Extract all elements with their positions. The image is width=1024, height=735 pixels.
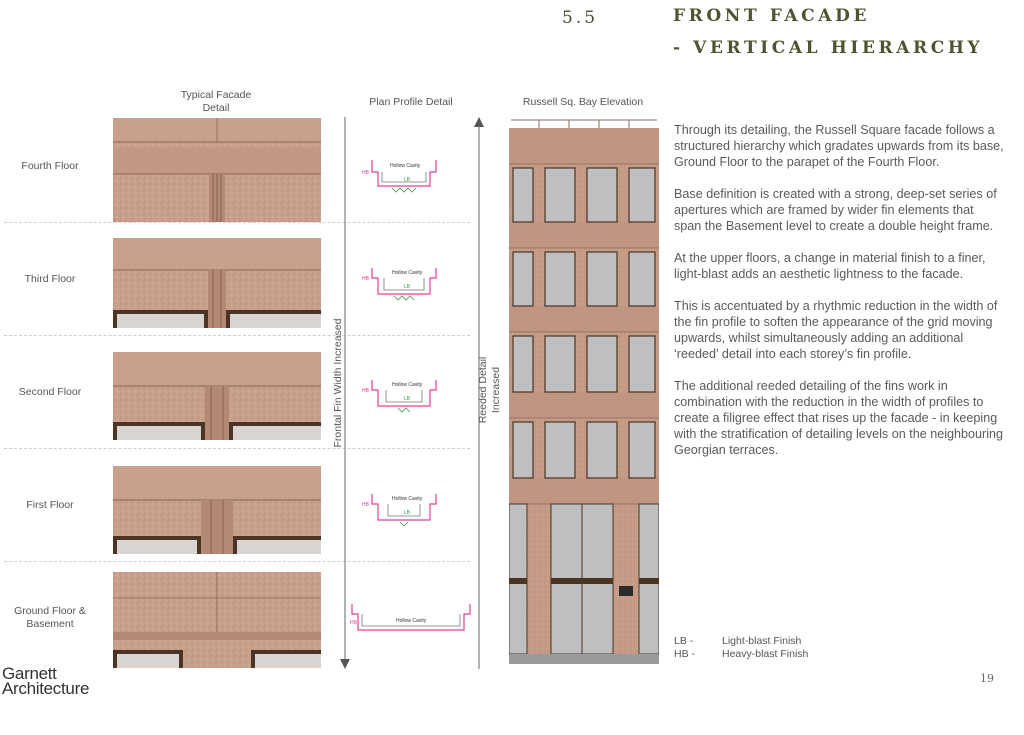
- cavity-label: Hollow Cavity: [390, 163, 421, 169]
- column-header-typical-detail: Typical Facade Detail: [180, 89, 252, 114]
- detail-fourth-floor: [113, 118, 321, 222]
- fin-width-label: Frontal Fin Width Increased: [332, 318, 344, 448]
- cavity-label: Hollow Cavity: [392, 496, 423, 502]
- legend-row-lb: [674, 635, 801, 647]
- paragraph: Base definition is created with a strong, deep-set series of apertures which are framed by wider fin elements that span the Basement level to create a double height frame.: [674, 187, 997, 233]
- cavity-label: Hollow Cavity: [396, 618, 427, 624]
- floor-label-second: Second Floor: [18, 386, 82, 398]
- column-header-plan-profile: Plan Profile Detail: [369, 96, 453, 108]
- hb-label: HB: [362, 502, 369, 508]
- legend-row-hb: [674, 648, 808, 660]
- profile-ground-floor: [348, 600, 474, 640]
- section-number: 5.5: [562, 8, 599, 28]
- cavity-label: Hollow Cavity: [392, 382, 423, 388]
- cavity-label: Hollow Cavity: [392, 270, 423, 276]
- bay-elevation-drawing: [509, 116, 659, 668]
- lb-label: LB: [404, 396, 411, 402]
- hb-label: HB: [362, 276, 369, 282]
- legend-abbr: HB -: [674, 648, 695, 660]
- page-number: 19: [980, 672, 994, 685]
- reeded-detail-label-1: Reeded Detail: [477, 356, 489, 424]
- description-text: [674, 122, 1004, 474]
- hb-label: HB: [362, 388, 369, 394]
- paragraph: The additional reeded detailing of the fins work in combination with the reduction in the width of profiles to create a filigree effect that rises up the facade - in keeping with the stratification of detailing levels on the neighbouring Georgian terraces.: [674, 379, 1004, 457]
- profile-fourth-floor: [360, 150, 456, 200]
- detail-second-floor: [113, 352, 321, 440]
- paragraph: Through its detailing, the Russell Square facade follows a structured hierarchy which gradates upwards from its base, Ground Floor to the parapet of the Fourth Floor.: [674, 123, 1004, 169]
- facade-detail-column: [113, 118, 321, 668]
- profile-third-floor: [360, 260, 456, 310]
- reeded-detail-label-2: Increased: [490, 366, 502, 414]
- lb-label: LB: [404, 284, 411, 290]
- floor-label-ground: Ground Floor & Basement: [14, 605, 86, 630]
- column-header-elevation: Russell Sq. Bay Elevation: [522, 96, 644, 108]
- paragraph: This is accentuated by a rhythmic reduction in the width of the fin profile to soften the appearance of the grid moving upwards, whilst simultaneously adding an additional ‘reeded’ detail into each storey’s fin profile.: [674, 299, 998, 361]
- company-logo-line2: Architecture: [2, 679, 90, 698]
- legend-abbr: LB -: [674, 635, 694, 647]
- detail-ground-floor: [113, 572, 321, 668]
- profile-second-floor: [360, 372, 456, 422]
- profile-first-floor: [360, 486, 456, 536]
- lb-label: LB: [404, 510, 411, 516]
- page-subtitle: - VERTICAL HIERARCHY: [673, 38, 984, 58]
- hb-label: HB: [362, 170, 369, 176]
- floor-label-fourth: Fourth Floor: [21, 160, 79, 172]
- floor-label-first: First Floor: [26, 499, 74, 511]
- legend-desc: Heavy-blast Finish: [722, 648, 809, 660]
- floor-label-third: Third Floor: [24, 273, 76, 285]
- detail-first-floor: [113, 466, 321, 554]
- paragraph: At the upper floors, a change in material finish to a finer, light-blast adds an aesthetic lightness to the facade.: [674, 251, 986, 281]
- lb-label: LB: [404, 177, 411, 183]
- page-title: FRONT FACADE: [673, 6, 870, 26]
- hb-label: HB: [350, 620, 357, 626]
- legend-desc: Light-blast Finish: [722, 635, 802, 647]
- company-logo-line1: Garnett: [2, 664, 57, 683]
- detail-third-floor: [113, 238, 321, 328]
